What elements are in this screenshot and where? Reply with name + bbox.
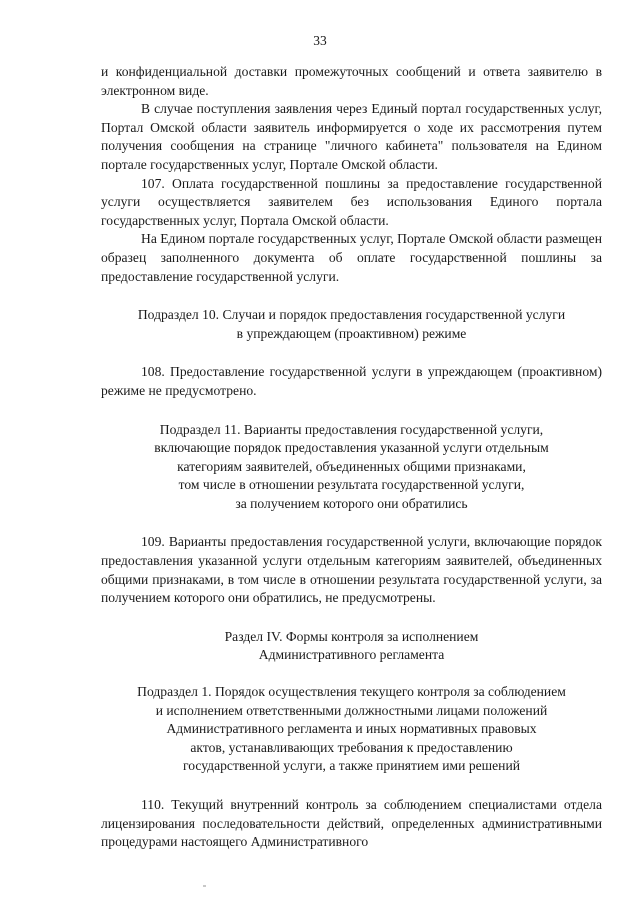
paragraph-107-state-duty: 107. Оплата государственной пошлины за предоставление государственной услуги осуществляется заявителем без использования Единого портала государственных услуг, Портала Омской области. [101,175,602,228]
heading-subsection-11: Подраздел 11. Варианты предоставления государственной услуги, включающие порядок предоставления указанной услуги отдельным категориям заявителей, объединенных общими признаками, том числе в отношении результата государственной услуги, за получением которого они обратились [154,421,549,511]
paragraph-110-internal-control: 110. Текущий внутренний контроль за соблюдением специалистами отдела лицензирования последовательности действий, определенных административными процедурами настоящего Административного [101,797,602,850]
heading-section-iv: Раздел IV. Формы контроля за исполнением Административного регламента [224,628,479,663]
paragraph-delivery-continuation: и конфиденциальной доставки промежуточных сообщений и ответа заявителю в электронном виде. [101,64,602,98]
document-body [101,63,602,852]
page-number: 33 [313,33,327,48]
heading-subsection-1-current-control: Подраздел 1. Порядок осуществления текущего контроля за соблюдением и исполнением ответственными должностными лицами положений Административного регламента и иных нормативных правовых актов, устанавливающих требования к предоставлению государственной услуги, а также принятием ими решений [137,684,566,774]
paragraph-payment-sample: На Едином портале государственных услуг, Портале Омской области размещен образец заполненного документа об оплате государственной пошлины за предоставление государственной услуги. [101,231,602,284]
paragraph-109-service-variants: 109. Варианты предоставления государственной услуги, включающие порядок предоставления указанной услуги отдельным категориям заявителей, объединенных общими признаками, в том числе в отношении результата государственной услуги, за получением которого они обратились, не предусмотрены. [101,534,602,606]
scan-speck [203,885,206,887]
paragraph-108-proactive-mode: 108. Предоставление государственной услуги в упреждающем (проактивном) режиме не предусмотрено. [101,364,602,398]
heading-subsection-10: Подраздел 10. Случаи и порядок предоставления государственной услуги в упреждающем (проактивном) режиме [137,307,566,341]
paragraph-portal-notification: В случае поступления заявления через Единый портал государственных услуг, Портал Омской области заявитель информируется о ходе их рассмотрения путем получения сообщения на странице "личного кабинета" пользователя на Едином портале государственных услуг, Портале Омской области. [101,101,602,172]
